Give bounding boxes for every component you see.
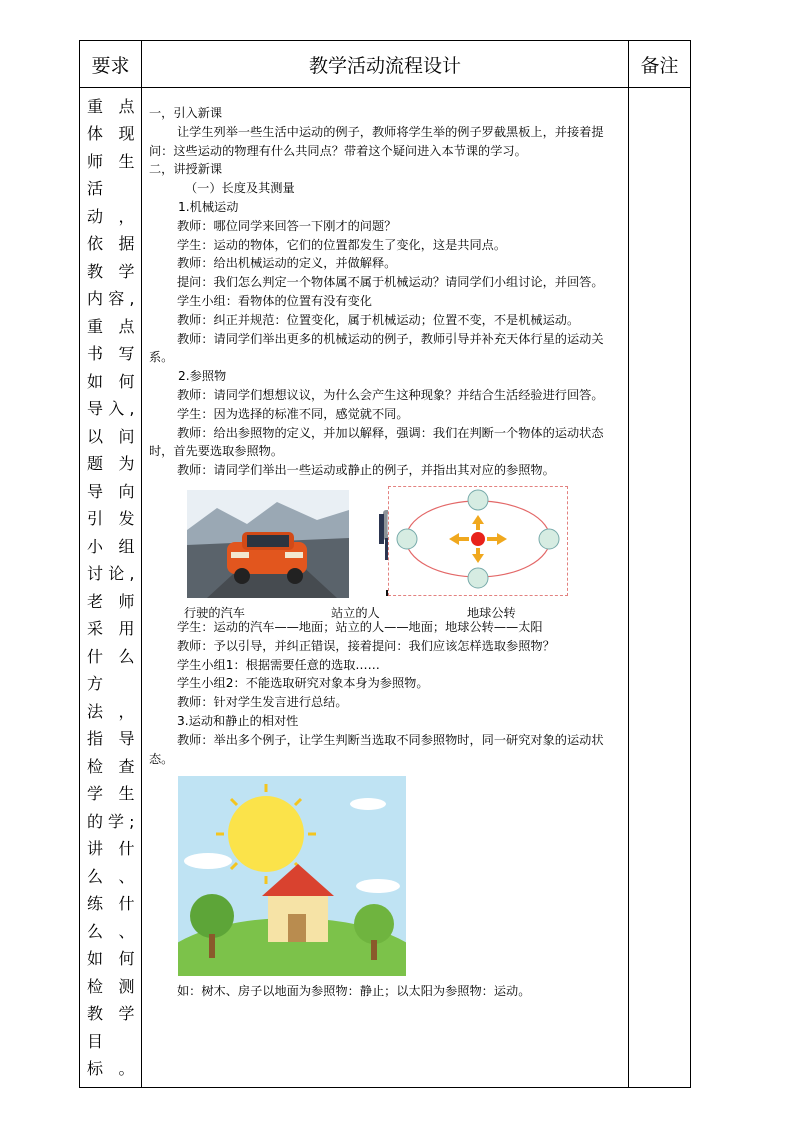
content-body [149,104,621,1001]
caption-person: 站立的人 [331,605,380,620]
notes-cell [629,88,691,1088]
line-14: 学生小组1：根据需要任意的选取…… [177,657,380,672]
content-cell [142,88,629,1088]
item-relativity: 3.运动和静止的相对性 [177,713,299,728]
caption-earth: 地球公转 [467,605,516,620]
line-13: 教师：予以引导，并纠正错误，接着提问：我们应该怎样选取参照物？ [177,638,555,653]
header-requirements: 要求 [80,41,142,88]
line-5: 学生小组：看物体的位置有没有变化 [177,293,372,308]
line-1: 教师：哪位同学来回答一下刚才的问题？ [177,218,397,233]
line-11: 教师：请同学们举出一些运动或静止的例子，并指出其对应的参照物。 [177,463,555,478]
caption-car: 行驶的汽车 [184,605,245,620]
line-2: 学生：运动的物体，它们的位置都发生了变化，这是共同点。 [177,237,507,252]
line-3: 教师：给出机械运动的定义，并做解释。 [177,256,397,271]
line-7: 教师：请同学们举出更多的机械运动的例子，教师引导并补充天体行星的运动关系。 [149,331,604,365]
line-8: 教师：请同学们想想议议，为什么会产生这种现象？并结合生活经验进行回答。 [177,387,604,402]
body-row [80,88,691,1088]
item-mechanical-motion: 1.机械运动 [178,199,239,214]
car-image [187,490,349,598]
line-18: 如：树木、房子以地面为参照物：静止；以太阳为参照物：运动。 [177,984,531,999]
section1-title: 一，引入新课 [149,106,223,120]
lesson-table [79,40,691,1088]
requirements-text: 重点体现师生活动，依据教学内容,重点书写如何导入,以问题为导向引发小组讨论,老师采用什么方法，指导检查学生的学;讲什么、练什么、如何检测教学目标。 [87,96,135,1078]
header-notes: 备注 [629,41,691,88]
line-12: 学生：运动的汽车——地面；站立的人——地面；地球公转——太阳 [177,619,543,634]
line-6: 教师：纠正并规范：位置变化，属于机械运动；位置不变，不是机械运动。 [177,312,580,327]
subsection-length: （一）长度及其测量 [185,181,295,196]
line-15: 学生小组2：不能选取研究对象本身为参照物。 [177,676,429,691]
section2-title: 二，讲授新课 [149,162,223,177]
line-9: 学生：因为选择的标准不同，感觉就不同。 [177,406,409,421]
header-activity-design: 教学活动流程设计 [142,41,629,88]
line-4: 提问：我们怎么判定一个物体属不属于机械运动？请同学们小组讨论，并回答。 [177,275,604,290]
line-17: 教师：举出多个例子，让学生判断当选取不同参照物时，同一研究对象的运动状态。 [149,732,604,766]
earth-orbit-image [388,486,568,596]
house-scene-image [178,776,406,976]
requirements-cell [80,88,142,1088]
figures-row [149,486,621,618]
item-reference-object: 2.参照物 [178,369,227,384]
header-row [80,41,691,88]
section1-paragraph: 让学生列举一些生活中运动的例子，教师将学生举的例子罗截黑板上，并接着提问：这些运动的物理有什么共同点？带着这个疑问进入本节课的学习。 [149,124,604,158]
line-10: 教师：给出参照物的定义，并加以解释，强调：我们在判断一个物体的运动状态时，首先要选取参照物。 [149,425,604,459]
line-16: 教师：针对学生发言进行总结。 [177,695,348,710]
